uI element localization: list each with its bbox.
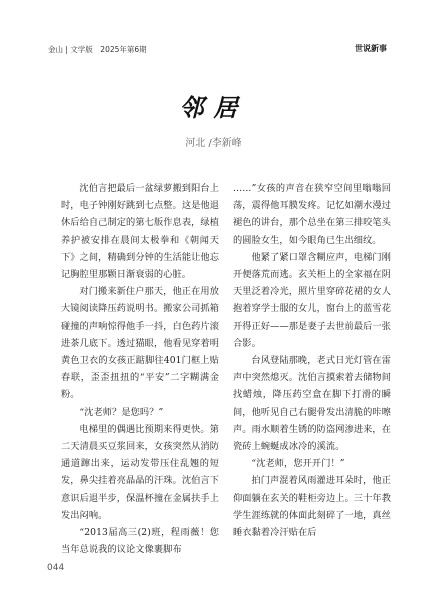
paragraph: “2013届高三(2)班，程雨薇！您当年总说我的议论文像裹脚布: [61, 527, 219, 556]
paragraph: “沈老师，您开开门！”: [251, 458, 345, 470]
paragraph: 他紧了紧口罩含糊应声，电梯门刚开便落荒而逃。玄关柜上的全家福在阴天里泛着冷光，照片里穿碎花裙的女人抱着穿学士服的女儿，窗台上的蓝雪花开得正好——那是妻子去世前最后一张合影。: [233, 251, 391, 349]
right-column: [233, 180, 391, 541]
paragraph-continued: ……”女孩的声音在狭窄空间里嗡嗡回荡，震得他耳膜发疼。记忆如潮水漫过褪色的讲台，那个总坐在第三排咬笔头的圆脸女生，如今眼角已生出细纹。: [233, 183, 391, 246]
paragraph: “沈老师？是您吗？”: [79, 406, 164, 418]
paragraph: 拍门声混着风雨灌进耳朵时，他正仰面躺在玄关的鞋柜旁边上。三十年教学生涯练就的体面此刻碎了一地，真丝睡衣黏着冷汗贴在后: [233, 475, 391, 539]
journal-info: 金山 | 文学版 2025年第6期: [48, 45, 147, 54]
page-number: 044: [47, 563, 65, 573]
paragraph: 沈伯言把最后一盆绿萝搬到阳台上时，电子钟刚好跳到七点整。这是他退休后给自己制定的第七版作息表，绿植养护被安排在晨间太极拳和《朝闻天下》之间，精确到分钟的生活能让他忘记胸腔里那颗日渐衰弱的心脏。: [61, 183, 219, 281]
paragraph: 台风登陆那晚，老式日光灯管在雷声中突然熄灭。沈伯言摸索着去储物间找蜡烛，降压药空盒在脚下打滑的瞬间，他听见自己右腿骨发出清脆的咔嚓声。雨水顺着生锈的防盗网渗进来，在瓷砖上蜿蜒成冰冷的溪流。: [233, 355, 391, 453]
paragraph: 电梯里的偶遇比预期来得更快。第二天清晨买豆浆回来，女孩突然从消防通道蹿出来，运动发带压住乱翘的短发，鼻尖挂着亮晶晶的汗珠。沈伯言下意识后退半步，保温杯撞在金属扶手上发出闷响。: [61, 423, 219, 521]
paragraph: 对门搬来新住户那天，他正在用放大镜阅读降压药说明书。搬家公司抓箱碰撞的声响惊得他手一抖，白色药片滚进茶几底下。透过猫眼，他看见穿着明黄色卫衣的女孩正踮脚往401门框上贴春联，歪歪扭扭的“平安”二字糊满金粉。: [61, 286, 219, 401]
article-title: 邻居: [179, 93, 248, 122]
left-column: [61, 180, 219, 558]
section-name: 世说新事: [355, 44, 387, 53]
article-author: 河北 /李新峰: [185, 138, 242, 149]
